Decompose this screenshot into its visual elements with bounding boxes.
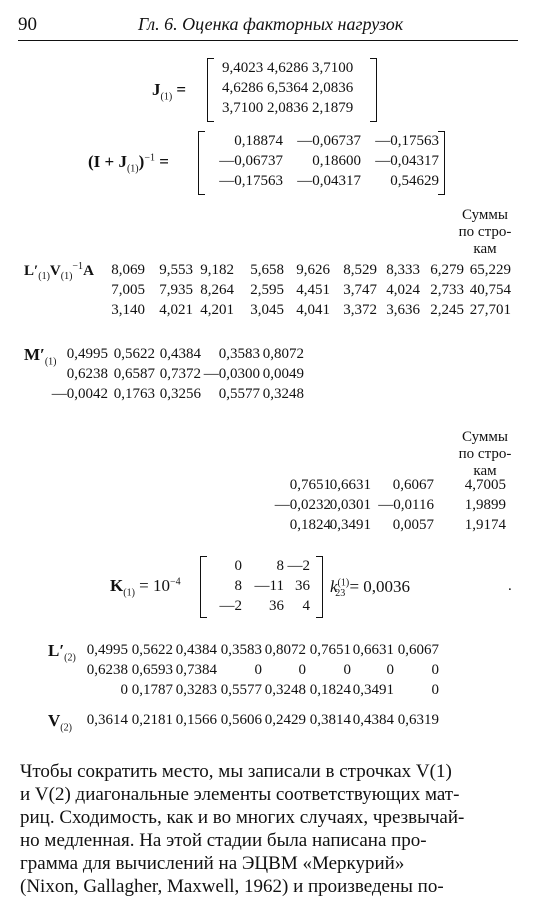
table-cell: 0,8072 xyxy=(264,642,306,658)
table-cell: 0,3248 xyxy=(262,386,304,402)
j1-matrix xyxy=(222,58,353,118)
running-header xyxy=(18,10,518,41)
k1-label: $K_{(1)} = 10^{-4}$ xyxy=(110,576,181,599)
table-cell: 0 xyxy=(343,662,351,678)
table-cell: 8,333 xyxy=(386,262,420,278)
j1-bracket-left xyxy=(207,58,214,122)
table-cell: 0,3248 xyxy=(264,682,306,698)
table-cell: 0,6238 xyxy=(66,366,108,382)
table-cell: 7,005 xyxy=(111,282,145,298)
table-cell: 8,529 xyxy=(343,262,377,278)
table-cell: 0,0301 xyxy=(329,497,371,513)
table-cell: 3,636 xyxy=(386,302,420,318)
table-cell: 0,3583 xyxy=(220,642,262,658)
paragraph-line: но медленная. На этой стадии была написана про- xyxy=(20,830,427,851)
table-cell: 40,754 xyxy=(469,282,511,298)
table-cell: 0,4995 xyxy=(66,346,108,362)
table-cell: 0,7651 xyxy=(309,642,351,658)
table-cell: 0 xyxy=(254,662,262,678)
table-cell: 8,264 xyxy=(200,282,234,298)
j1-row: 9,4023 4,6286 3,7100 xyxy=(222,60,354,76)
table-cell: 0,6587 xyxy=(113,366,155,382)
table-cell: 0 xyxy=(234,558,242,574)
table-cell: 0 xyxy=(431,662,439,678)
k1-bracket-left xyxy=(200,556,207,618)
table-cell: 0,3256 xyxy=(159,386,201,402)
paragraph-line: риц. Сходимость, как и во многих случаях, чрезвычай- xyxy=(20,807,465,828)
table-cell: 0,6631 xyxy=(329,477,371,493)
v2-label: $V_{(2)}$ xyxy=(48,711,72,734)
table-cell: 27,701 xyxy=(469,302,511,318)
table-cell: 0,4384 xyxy=(159,346,201,362)
paragraph-line: грамма для вычислений на ЭЦВМ «Меркурий» xyxy=(20,853,405,874)
table-cell: 4,024 xyxy=(386,282,420,298)
table-cell: 0,3583 xyxy=(218,346,260,362)
table-cell: 0,5577 xyxy=(220,682,262,698)
table-cell: 8,069 xyxy=(111,262,145,278)
ij-inverse-label: $(I + J_{(1)})^{-1}$ = xyxy=(88,152,169,175)
table-cell: 5,658 xyxy=(250,262,284,278)
table-cell: 1,9899 xyxy=(464,497,506,513)
table-cell: 3,140 xyxy=(111,302,145,318)
table-cell: 0,0049 xyxy=(262,366,304,382)
table-cell: —0,0300 xyxy=(203,366,260,382)
table-cell: 2,733 xyxy=(430,282,464,298)
table-cell: 0,6067 xyxy=(392,477,434,493)
table-cell: 0,5622 xyxy=(131,642,173,658)
table-cell: 0,6631 xyxy=(352,642,394,658)
table-cell: 0,1566 xyxy=(175,712,217,728)
table-cell: 0,3283 xyxy=(175,682,217,698)
table-cell: 3,045 xyxy=(250,302,284,318)
table-cell: 0,2429 xyxy=(264,712,306,728)
paragraph-line: (Nixon, Gallagher, Maxwell, 1962) и произведены по- xyxy=(20,876,444,897)
table-cell: 9,626 xyxy=(296,262,330,278)
table-cell: 0,4384 xyxy=(175,642,217,658)
table-cell: 0,1763 xyxy=(113,386,155,402)
table-cell: 0 xyxy=(298,662,306,678)
j1-label: $J_{(1)}$ = xyxy=(152,80,187,103)
table-cell: —2 xyxy=(287,558,310,574)
table-cell: 3,372 xyxy=(343,302,377,318)
trailing-period: . xyxy=(508,578,512,594)
table-cell: 0,8072 xyxy=(262,346,304,362)
table-cell: 0,7651 xyxy=(289,477,331,493)
ij-bracket-left xyxy=(198,131,205,195)
j1-row: 4,6286 6,5364 2,0836 xyxy=(222,80,354,96)
table-cell: 0,5577 xyxy=(218,386,260,402)
table-cell: 1,9174 xyxy=(464,517,506,533)
table-cell: —0,0116 xyxy=(378,497,434,513)
table-cell: 0,2181 xyxy=(131,712,173,728)
table-cell: 65,229 xyxy=(469,262,511,278)
table-cell: —0,0042 xyxy=(51,386,108,402)
table-cell: 4,021 xyxy=(159,302,193,318)
table-cell: 0,3491 xyxy=(329,517,371,533)
chapter-title: Гл. 6. Оценка факторных нагрузок xyxy=(138,14,404,34)
lv-label: $L'_{(1)}V_{(1)}^{-1}A$ xyxy=(24,261,94,282)
row-sums-header: Суммы по стро- кам xyxy=(458,207,512,257)
table-cell: 4,451 xyxy=(296,282,330,298)
table-cell: 0,0057 xyxy=(392,517,434,533)
page-number: 90 xyxy=(18,14,37,35)
table-cell: 0,6067 xyxy=(397,642,439,658)
paragraph-line: и V(2) диагональные элементы соответствующих мат- xyxy=(20,784,460,805)
m1-label: $M'_{(1)}$ xyxy=(24,345,57,368)
paragraph-line: Чтобы сократить место, мы записали в строчках V(1) xyxy=(20,761,452,782)
table-cell: 0,4995 xyxy=(86,642,128,658)
table-cell: 0,3814 xyxy=(309,712,351,728)
table-cell: 0 xyxy=(386,662,394,678)
table-cell: 4 xyxy=(302,598,310,614)
table-cell: 4,201 xyxy=(200,302,234,318)
table-cell: 0 xyxy=(431,682,439,698)
k1-bracket-right xyxy=(316,556,323,618)
table-cell: —11 xyxy=(254,578,284,594)
j1-row: 3,7100 2,0836 2,1879 xyxy=(222,100,354,116)
table-cell: 36 xyxy=(295,578,310,594)
table-cell: 0,1824 xyxy=(309,682,351,698)
table-cell: 4,7005 xyxy=(464,477,506,493)
table-cell: 0,6238 xyxy=(86,662,128,678)
table-cell: 0,3614 xyxy=(86,712,128,728)
ij-bracket-right xyxy=(438,131,445,195)
table-cell: —2 xyxy=(219,598,242,614)
table-cell: 0,6593 xyxy=(131,662,173,678)
table-cell: 0,6319 xyxy=(397,712,439,728)
table-cell: 6,279 xyxy=(430,262,464,278)
table-cell: 0 xyxy=(120,682,128,698)
table-cell: 0,7372 xyxy=(159,366,201,382)
table-cell: 0,4384 xyxy=(352,712,394,728)
table-cell: 8 xyxy=(276,558,284,574)
table-cell: 0,5622 xyxy=(113,346,155,362)
table-cell: 8 xyxy=(234,578,242,594)
body-paragraph xyxy=(20,760,518,898)
table-cell: 4,041 xyxy=(296,302,330,318)
table-cell: 2,245 xyxy=(430,302,464,318)
table-cell: 9,182 xyxy=(200,262,234,278)
table-cell: 0,1787 xyxy=(131,682,173,698)
table-cell: 2,595 xyxy=(250,282,284,298)
ij-inverse-matrix: 0,18874 —0,06737 —0,17563 —0,06737 0,18600 —0,04317 —0,17563 —0,04317 0,54629 xyxy=(219,133,439,189)
table-cell: 0,7384 xyxy=(175,662,217,678)
table-cell: 9,553 xyxy=(159,262,193,278)
j1-bracket-right xyxy=(370,58,377,122)
k23-expression: $k^{(1)}_{23} = 0,0036$ xyxy=(330,577,411,600)
row-sums-header-2: Суммы по стро- кам xyxy=(458,429,512,479)
table-cell: 0,5606 xyxy=(220,712,262,728)
table-cell: 0,3491 xyxy=(352,682,394,698)
table-cell: 7,935 xyxy=(159,282,193,298)
table-cell: 3,747 xyxy=(343,282,377,298)
table-cell: 0,1824 xyxy=(289,517,331,533)
l2-label: $L'_{(2)}$ xyxy=(48,641,76,664)
table-cell: —0,0232 xyxy=(274,497,331,513)
table-cell: 36 xyxy=(269,598,284,614)
